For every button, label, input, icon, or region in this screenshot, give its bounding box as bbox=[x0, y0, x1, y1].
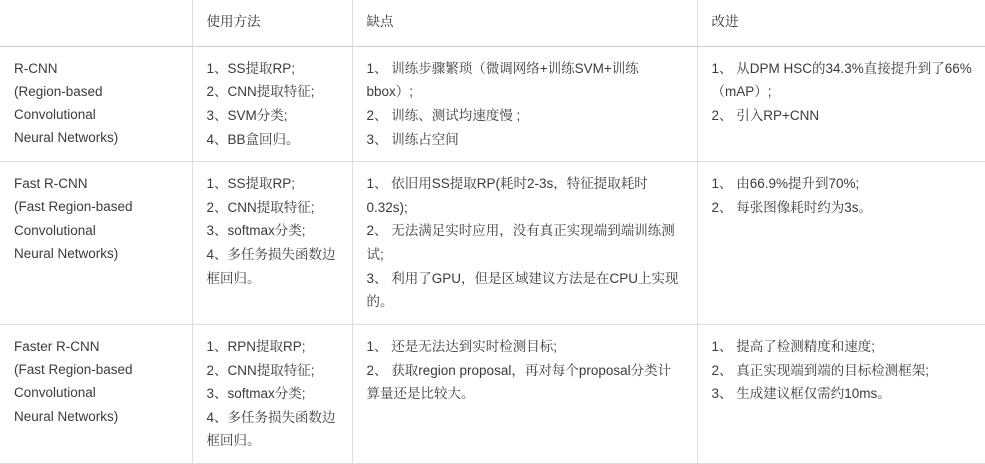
improvement-item: 3、 生成建议框仅需约10ms。 bbox=[711, 386, 891, 402]
cell-drawbacks bbox=[352, 324, 697, 463]
model-name-line: Convolutional bbox=[14, 107, 96, 123]
method-item: 3、SVM分类; bbox=[206, 107, 288, 123]
model-name-line: Convolutional bbox=[14, 222, 96, 238]
cell-model-name bbox=[0, 324, 192, 463]
cell-improvements bbox=[697, 324, 985, 463]
cell-model-name bbox=[0, 162, 192, 325]
method-item: 4、多任务损失函数边框回归。 bbox=[206, 247, 336, 286]
improvement-item: 2、 引入RP+CNN bbox=[711, 107, 820, 123]
model-name-line: Neural Networks) bbox=[14, 130, 119, 146]
drawback-item: 1、 训练步骤繁琐（微调网络+训练SVM+训练bbox）; bbox=[366, 60, 639, 100]
table-header bbox=[0, 0, 985, 46]
improvement-item: 2、 真正实现端到端的目标检测框架; bbox=[711, 362, 930, 378]
drawback-item: 2、 获取region proposal，再对每个proposal分类计算量还是比较大。 bbox=[366, 362, 672, 402]
column-header-drawbacks-label: 缺点 bbox=[366, 14, 394, 29]
cell-method bbox=[192, 324, 352, 463]
table-body bbox=[0, 46, 985, 463]
column-header-improvements-label: 改进 bbox=[711, 14, 739, 29]
model-name-line: (Fast Region-based bbox=[14, 362, 133, 378]
cell-method bbox=[192, 46, 352, 162]
column-header-improvements bbox=[697, 0, 985, 46]
table-row bbox=[0, 162, 985, 325]
method-item: 2、CNN提取特征; bbox=[206, 199, 315, 215]
method-item: 1、SS提取RP; bbox=[206, 176, 296, 192]
model-name-line: Neural Networks) bbox=[14, 408, 119, 424]
drawback-item: 1、 依旧用SS提取RP(耗时2-3s，特征提取耗时0.32s); bbox=[366, 176, 648, 215]
drawback-item: 3、 利用了GPU，但是区域建议方法是在CPU上实现的。 bbox=[366, 270, 679, 310]
cell-drawbacks bbox=[352, 46, 697, 162]
cell-method bbox=[192, 162, 352, 325]
cell-model-name bbox=[0, 46, 192, 162]
column-header-method-label: 使用方法 bbox=[206, 14, 261, 29]
cell-improvements bbox=[697, 46, 985, 162]
model-name-line: (Region-based bbox=[14, 83, 103, 99]
table-row bbox=[0, 324, 985, 463]
method-item: 4、多任务损失函数边框回归。 bbox=[206, 409, 336, 449]
method-item: 1、RPN提取RP; bbox=[206, 338, 306, 354]
column-header-drawbacks bbox=[352, 0, 697, 46]
method-item: 2、CNN提取特征; bbox=[206, 362, 315, 378]
model-name-line: Faster R-CNN bbox=[14, 338, 100, 354]
method-item: 4、BB盒回归。 bbox=[206, 131, 300, 147]
model-name-line: Fast R-CNN bbox=[14, 176, 88, 192]
improvement-item: 1、 由66.9%提升到70%; bbox=[711, 176, 860, 192]
cell-improvements bbox=[697, 162, 985, 325]
drawback-item: 1、 还是无法达到实时检测目标; bbox=[366, 338, 558, 354]
improvement-item: 2、 每张图像耗时约为3s。 bbox=[711, 199, 873, 215]
drawback-item: 2、 训练、测试均速度慢 ; bbox=[366, 107, 521, 123]
table-header-row bbox=[0, 0, 985, 46]
table-row bbox=[0, 46, 985, 162]
column-header-method bbox=[192, 0, 352, 46]
model-name-line: Neural Networks) bbox=[14, 245, 119, 261]
drawback-item: 2、 无法满足实时应用，没有真正实现端到端训练测试; bbox=[366, 223, 675, 262]
improvement-item: 1、 从DPM HSC的34.3%直接提升到了66%（mAP）; bbox=[711, 60, 972, 100]
cell-drawbacks bbox=[352, 162, 697, 325]
method-item: 3、softmax分类; bbox=[206, 386, 306, 402]
model-name-line: (Fast Region-based bbox=[14, 199, 133, 215]
drawback-item: 3、 训练占空间 bbox=[366, 131, 459, 147]
method-item: 3、softmax分类; bbox=[206, 223, 306, 239]
model-name-line: R-CNN bbox=[14, 60, 58, 76]
improvement-item: 1、 提高了检测精度和速度; bbox=[711, 338, 876, 354]
column-header-model bbox=[0, 0, 192, 46]
method-item: 2、CNN提取特征; bbox=[206, 84, 315, 100]
method-item: 1、SS提取RP; bbox=[206, 60, 296, 76]
model-name-line: Convolutional bbox=[14, 385, 96, 401]
